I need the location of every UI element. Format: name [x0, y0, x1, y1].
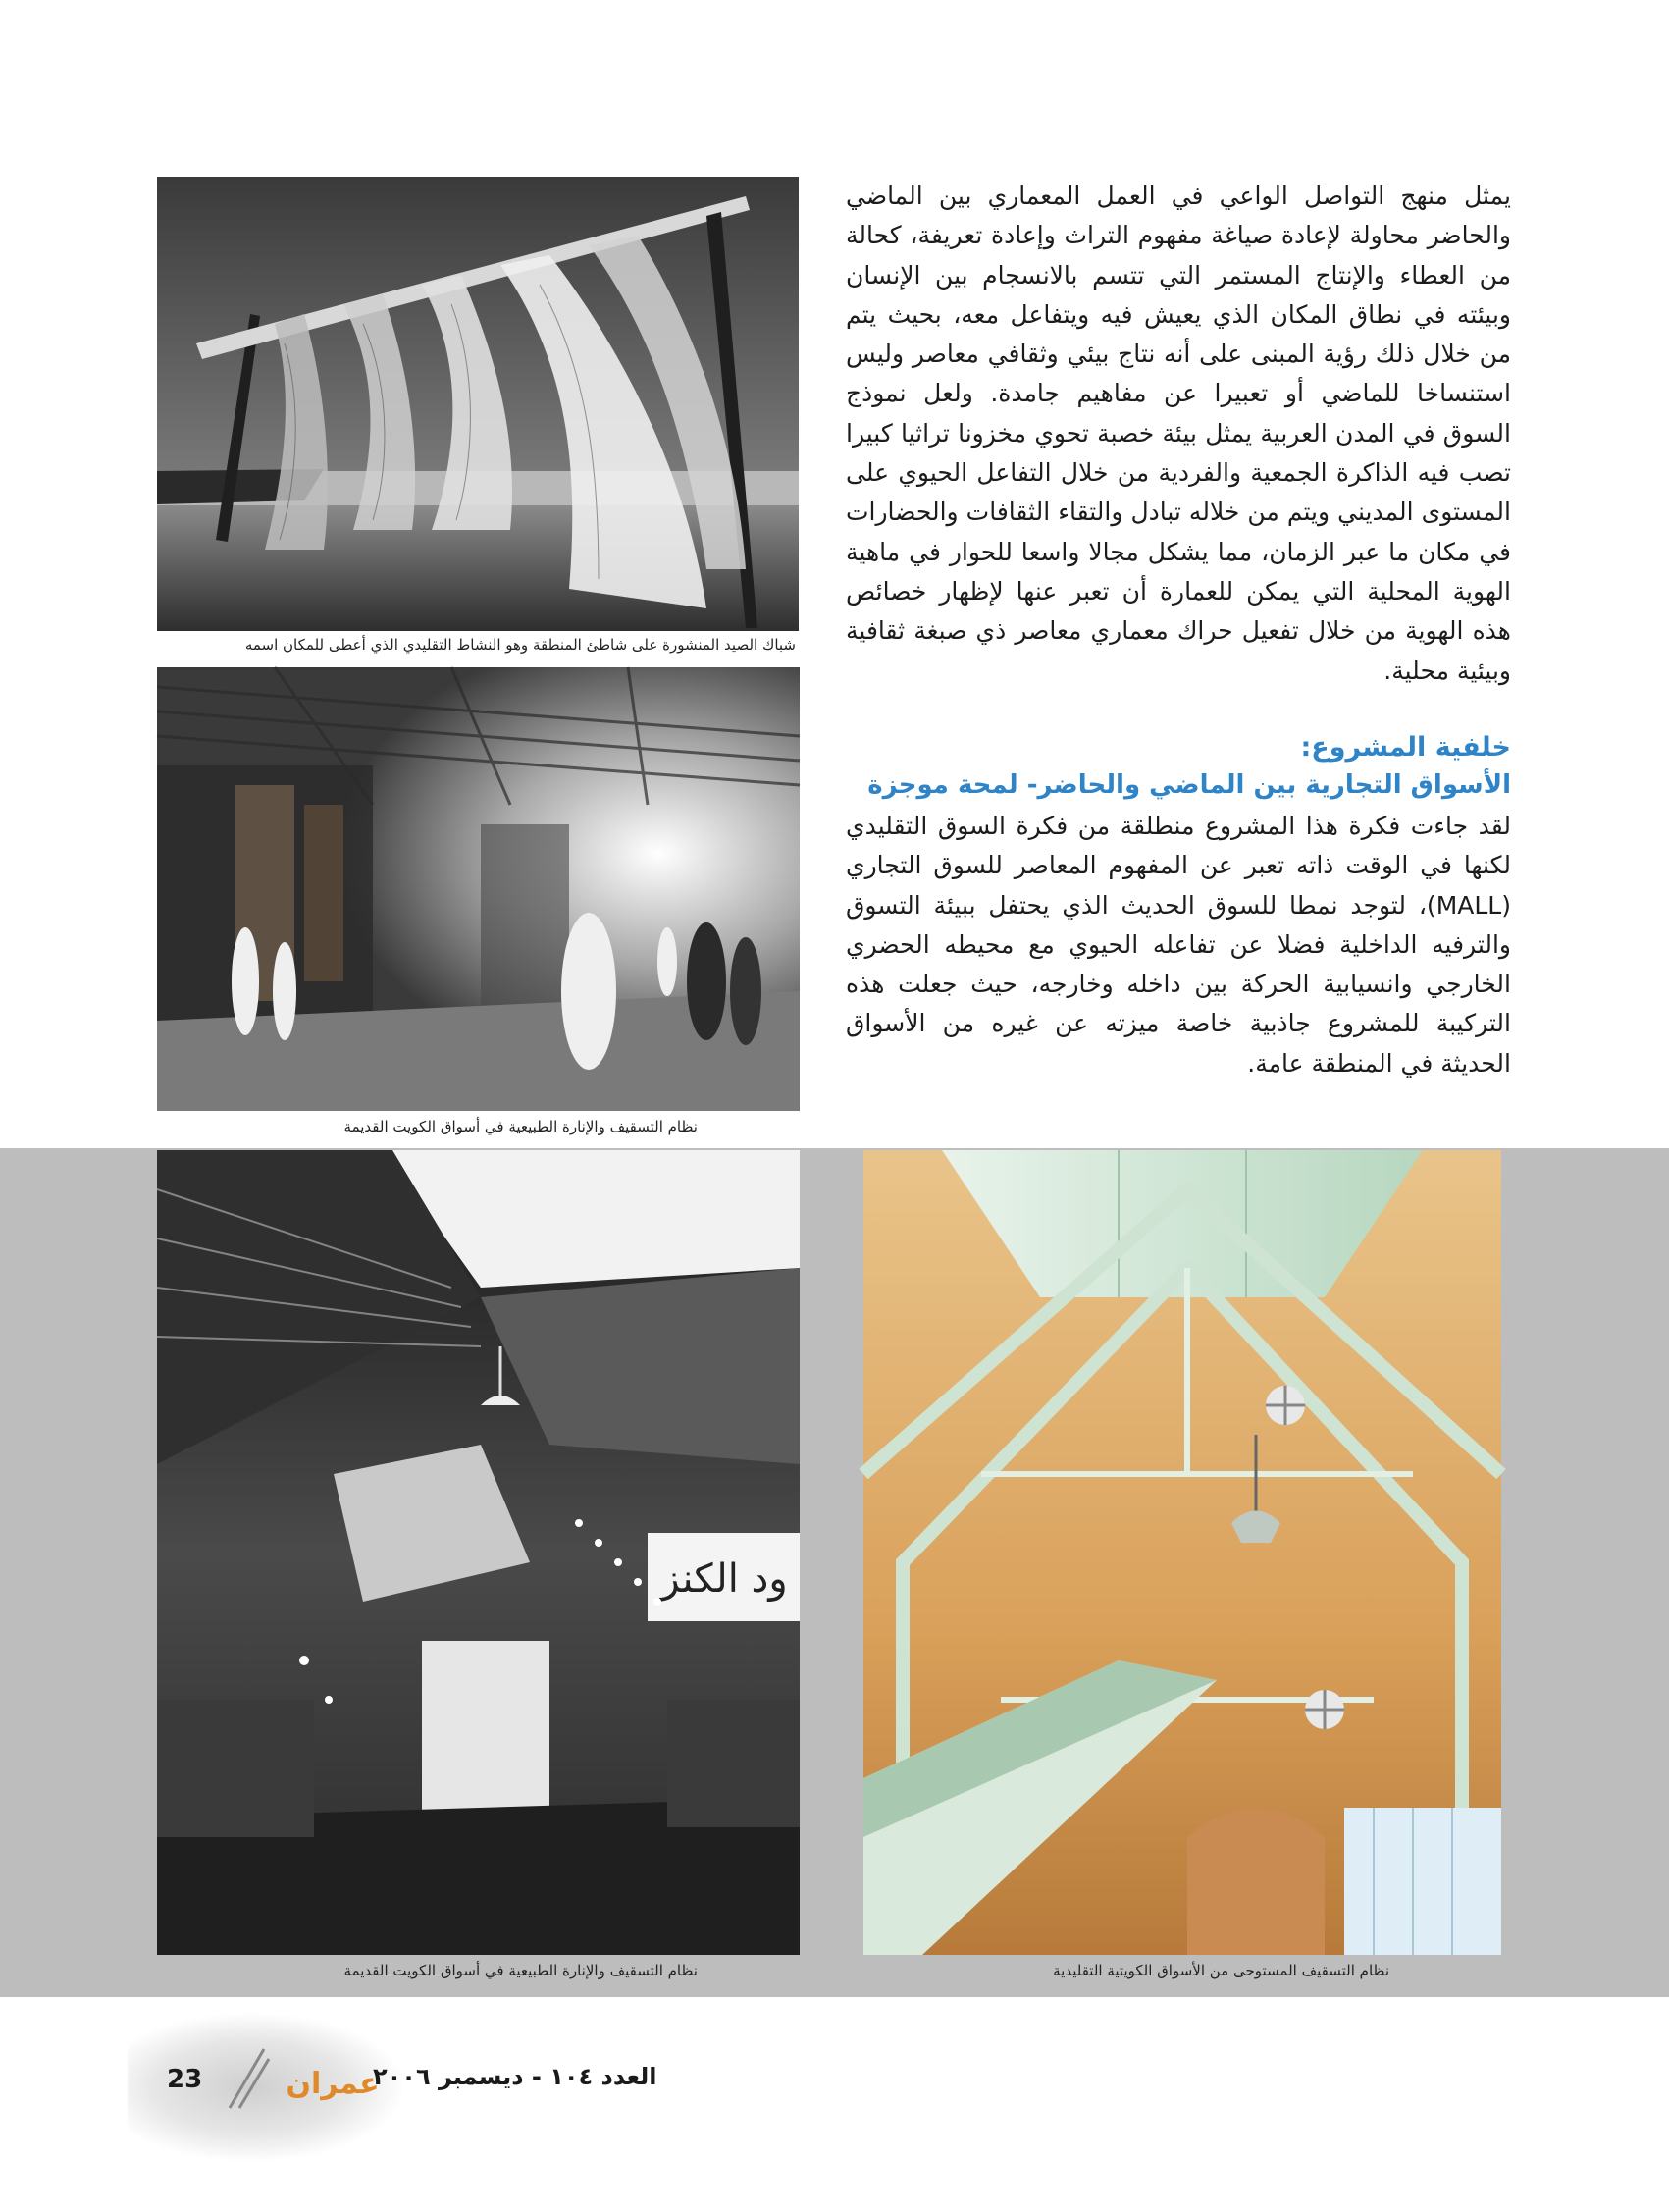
page-number: 23	[167, 2065, 203, 2094]
section-title: خلفية المشروع:	[1300, 732, 1511, 763]
old-souq-top-caption: نظام التسقيف والإنارة الطبيعية في أسواق الكويت القديمة	[343, 1118, 698, 1135]
intro-paragraph: يمثل منهج التواصل الواعي في العمل المعماري بين الماضي والحاضر محاولة لإعادة صياغة مفهوم التراث وإعادة تعريفة، كحالة من العطاء والإنتاج المستمر التي تتسم بالانسجام بين الإنسان وبيئته في نطاق المكان الذي يعيش فيه ويتفاعل معه، بحيث يتم من خلال ذلك رؤية المبنى على أنه نتاج بيئي وثقافي معاصر وليس استنساخا للماضي أو تعبيرا عن مفاهيم جامدة. ولعل نموذج السوق في المدن العربية يمثل بيئة خصبة تحوي مخزونا تراثيا كبيرا تصب فيه الذاكرة الجمعية والفردية من خلال التفاعل الحيوي على المستوى المديني ويتم من خلاله تبادل والتقاء الثقافات والحضارات في مكان ما عبر الزمان، مما يشكل مجالا واسعا للحوار في ماهية الهوية المحلية التي يمكن للعمارة أن تعبر عنها لإظهار خصائص هذه الهوية من خلال تفعيل حراك معماري معاصر ذي صبغة ثقافية وبيئية محلية.	[846, 182, 1511, 685]
magazine-logo	[210, 2039, 380, 2118]
old-souq-bottom-illustration	[157, 1150, 800, 1955]
issue-line: العدد ١٠٤ - ديسمبر ٢٠٠٦	[373, 2063, 657, 2090]
old-souq-bottom-photo	[157, 1150, 800, 1955]
old-souq-bottom-caption: نظام التسقيف والإنارة الطبيعية في أسواق الكويت القديمة	[343, 1962, 698, 1979]
fishing-nets-illustration	[157, 177, 799, 631]
old-souq-top-illustration	[157, 667, 800, 1111]
fishing-nets-caption: شباك الصيد المنشورة على شاطئ المنطقة وهو النشاط التقليدي الذي أعطى للمكان اسمه	[244, 636, 796, 654]
modern-roof-illustration	[863, 1150, 1501, 1955]
modern-roof-caption: نظام التسقيف المستوحى من الأسواق الكويتية التقليدية	[1053, 1962, 1389, 1979]
modern-roof-photo	[863, 1150, 1501, 1955]
fishing-nets-photo	[157, 177, 799, 631]
logo-text: عمران	[286, 2067, 380, 2101]
section-paragraph: لقد جاءت فكرة هذا المشروع منطلقة من فكرة السوق التقليدي لكنها في الوقت ذاته تعبر عن المفهوم المعاصر للسوق التجاري (MALL)، لتوجد نمطا للسوق الحديث الذي يحتفل ببيئة التسوق والترفيه الداخلية فضلا عن تفاعله الحيوي مع محيطه الحضري الخارجي وانسيابية الحركة بين داخله وخارجه، حيث جعلت هذه التركيبة للمشروع جاذبية خاصة ميزته عن غيره من الأسواق الحديثة في المنطقة عامة.	[846, 812, 1511, 1078]
section-subtitle: الأسواق التجارية بين الماضي والحاضر- لمحة موجزة	[867, 770, 1511, 800]
shop-sign-text: ود الكنز	[660, 1556, 788, 1602]
old-souq-top-photo	[157, 667, 800, 1111]
